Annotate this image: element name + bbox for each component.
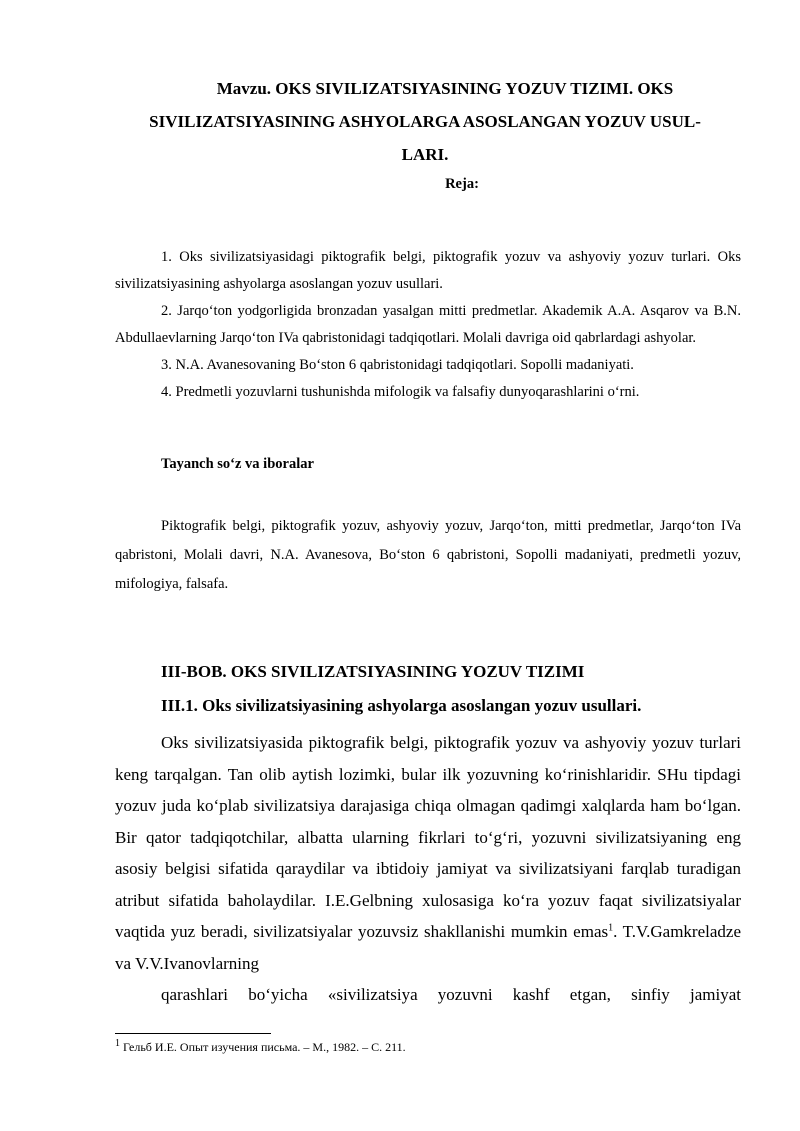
footnote-reference: 1 xyxy=(608,922,614,934)
body-last-line: qarashlari bo‘yicha «sivilizatsiya yozuvni kashf etgan, sinfiy jamiyat xyxy=(161,985,741,1004)
section-heading: III.1. Oks sivilizatsiyasining ashyolarga asoslangan yozuv usullari. xyxy=(161,696,642,715)
footnote-divider xyxy=(115,1033,271,1034)
body-text-continued: . T.V.Gamkreladze va V.V.Ivanovlarning xyxy=(115,922,742,973)
keywords-heading: Tayanch so‘z va iboralar xyxy=(161,456,314,472)
document-title xyxy=(110,72,740,171)
footnote xyxy=(115,1040,406,1055)
title-line-1: Mavzu. OKS SIVILIZATSIYASINING YOZUV TIZIMI. OKS xyxy=(216,79,674,98)
plan-item: 2. Jarqo‘ton yodgorligida bronzadan yasalgan mitti predmetlar. Akademik A.A. Asqarov va B.N. Abdullaevlarning Jarqo‘ton IVa qabristonidagi tadqiqotlari. Molali davriga oid qabrlardagi ashyolar. xyxy=(115,303,741,346)
plan-heading: Reja: xyxy=(445,176,479,192)
title-line-2: SIVILIZATSIYASINING ASHYOLARGA ASOSLANGAN YOZUV USUL- xyxy=(149,112,701,131)
title-line-3: LARI. xyxy=(401,145,449,164)
body-paragraph xyxy=(115,727,741,1011)
footnote-number: 1 xyxy=(115,1038,120,1049)
body-text: Oks sivilizatsiyasida piktografik belgi, piktografik yozuv va ashyoviy yozuv turlari keng tarqalgan. Tan olib aytish lozimki, bular ilk yozuvning ko‘rinishlaridir. SHu tipdagi yozuv juda ko‘plab sivilizatsiya darajasiga chiqa olmagan qadimgi xalqlarda ham bo‘lgan. Bir qator tadqiqotchilar, albatta ularning fikrlari to‘g‘ri, yozuvni sivilizatsiyaning eng asosiy belgisi sifatida qaraydilar va ibtidoiy jamiyat va sivilizatsiyani farqlab turadigan atribut sifatida baholaydilar. I.E.Gelbning xulosasiga ko‘ra yozuv faqat sivilizatsiyalar vaqtida yuz beradi, sivilizatsiyalar yozuvsiz shakllanishi mumkin emas xyxy=(115,733,741,941)
plan-item: 4. Predmetli yozuvlarni tushunishda mifologik va falsafiy dunyoqarashlarini o‘rni. xyxy=(161,384,640,400)
plan-item: 3. N.A. Avanesovaning Bo‘ston 6 qabristonidagi tadqiqotlari. Sopolli madaniyati. xyxy=(161,357,634,373)
chapter-heading: III-BOB. OKS SIVILIZATSIYASINING YOZUV TIZIMI xyxy=(161,662,585,681)
plan-item: 1. Oks sivilizatsiyasidagi piktografik belgi, piktografik yozuv va ashyoviy yozuv turlari. Oks sivilizatsiyasining ashyolarga asoslangan yozuv usullari. xyxy=(115,249,741,292)
footnote-text: Гельб И.Е. Опыт изучения письма. – М., 1982. – С. 211. xyxy=(120,1040,406,1054)
keywords-paragraph: Piktografik belgi, piktografik yozuv, ashyoviy yozuv, Jarqo‘ton, mitti predmetlar, Jarqo‘ton IVa qabristoni, Molali davri, N.A. Avanesova, Bo‘ston 6 qabristoni, Sopolli madaniyati, predmetli yozuv, mifologiya, falsafa. xyxy=(115,518,741,592)
plan-list xyxy=(115,244,741,406)
